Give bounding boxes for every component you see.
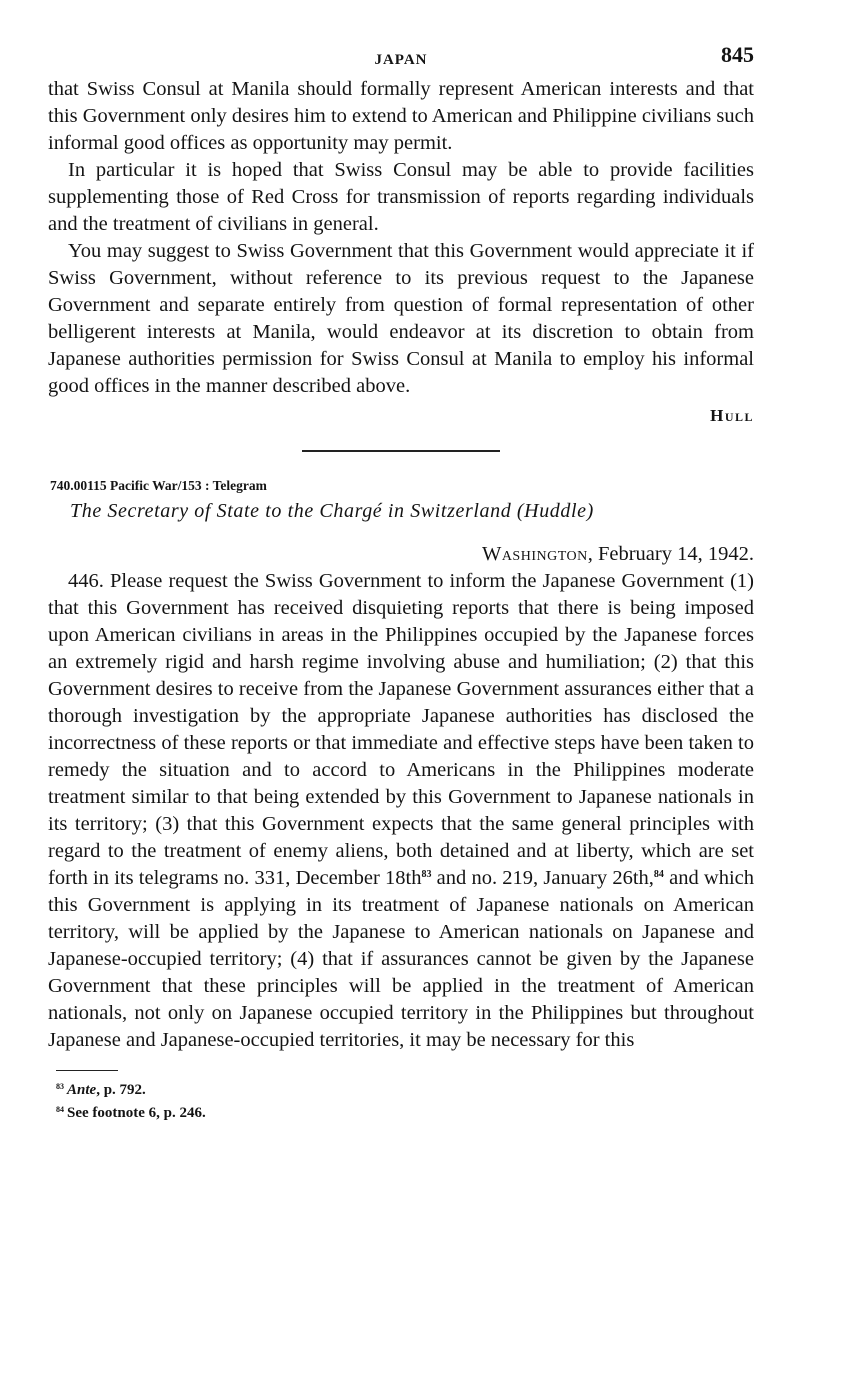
footnote-divider xyxy=(56,1070,118,1071)
dateline-place: Washington xyxy=(481,543,588,565)
footnote-text: See footnote 6, p. 246. xyxy=(67,1105,206,1121)
running-head: JAPAN xyxy=(374,52,428,68)
paragraph-suggest: You may suggest to Swiss Government that this Government would appreciate it if Swiss Government, without reference to its previous request to the Japanese Government and separate entirely from question of formal representation of other belligerent interests at Manila, would endeavor at its discretion to obtain from Japanese authorities permission for Swiss Consul at Manila to employ his informal good offices in the manner described above. xyxy=(48,240,754,397)
document-title xyxy=(70,500,754,523)
section-divider xyxy=(302,450,500,452)
file-reference: 740.00115 Pacific War/153 : Telegram xyxy=(50,478,267,493)
footnote-text: , p. 792. xyxy=(96,1082,146,1098)
footnote-ref-84: 84 xyxy=(653,869,664,880)
telegram-body xyxy=(48,568,754,1054)
footnote-italic: Ante xyxy=(67,1082,97,1098)
page-number: 845 xyxy=(721,42,754,67)
body-text-part2: and no. 219, January 26th, xyxy=(431,867,654,889)
paragraph-continuation: that Swiss Consul at Manila should formally represent American interests and that this Government only desires him to extend to American and Philippine civilians such informal good offices as opportunity may permit. xyxy=(48,78,754,154)
title-recipient: (Huddle) xyxy=(516,500,594,522)
dateline-date: , February 14, 1942. xyxy=(587,543,754,565)
footnote-ref-83: 83 xyxy=(421,869,432,880)
signature: Hull xyxy=(710,406,754,425)
footnote-mark: 83 xyxy=(56,1082,64,1091)
title-main: The Secretary of State to the Chargé in Switzerland xyxy=(70,500,512,522)
page-header xyxy=(48,40,754,76)
document-page xyxy=(48,40,754,1123)
footnote-83 xyxy=(56,1077,754,1100)
footnote-84 xyxy=(56,1100,754,1123)
dateline xyxy=(48,543,754,566)
paragraph-red-cross: In particular it is hoped that Swiss Consul may be able to provide facilities supplementing those of Red Cross for transmission of reports regarding individuals and the treatment of civilians in general. xyxy=(48,159,754,235)
body-text-part1: 446. Please request the Swiss Government to inform the Japanese Government (1) that this Government has received disquieting reports that there is being imposed upon American civilians in areas in the Philippines occupied by the Japanese forces an extremely rigid and harsh regime involving abuse and humiliation; (2) that this Government desires to receive from the Japanese Government assurances either that a thorough investigation by the appropriate Japanese authorities has disclosed the incorrectness of these reports or that immediate and effective steps have been taken to remedy the situation and to accord to Americans in the Philippines moderate treatment similar to that being extended by this Government to Japanese nationals in its territory; (3) that this Government expects that the same general principles with regard to the treatment of enemy aliens, both detained and at liberty, which are set forth in its telegrams no. 331, December 18th xyxy=(48,570,754,889)
body-text-part3: and which this Government is applying in its treatment of Japanese nationals on American territory, will be applied by the Japanese to American nationals on Japanese and Japanese-occupied territory; (4) that if assurances cannot be given by the Japanese Government that these principles will be applied in the treatment of American nationals, not only on Japanese occupied territory in the Philippines but throughout Japanese and Japanese-occupied territories, it may be necessary for this xyxy=(48,867,754,1051)
footnote-mark: 84 xyxy=(56,1105,64,1114)
